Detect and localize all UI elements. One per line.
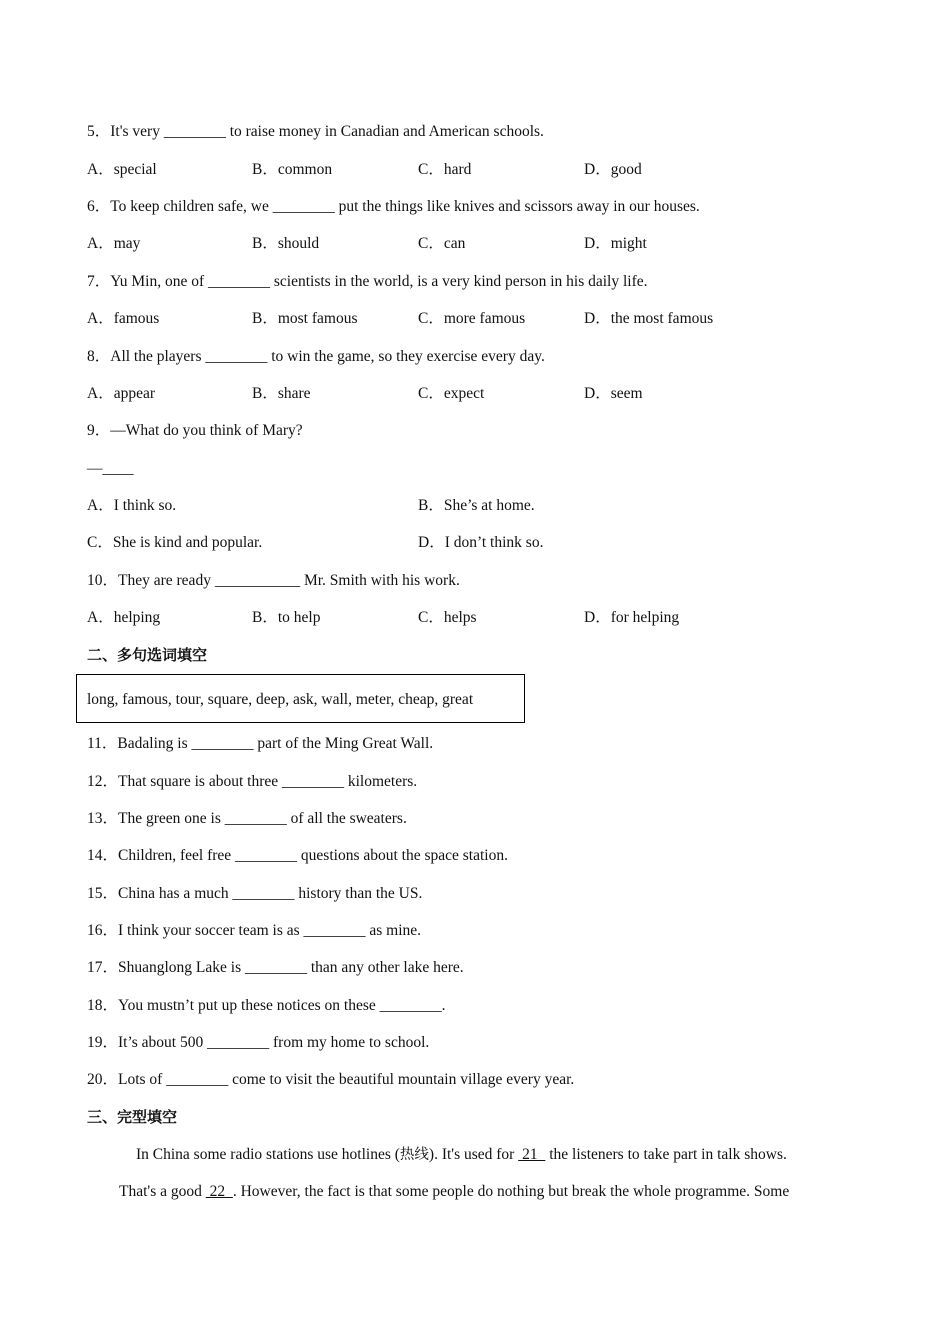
question-9-option-d: D．I don’t think so. — [418, 534, 544, 551]
question-7-stem: 7．Yu Min, one of ________ scientists in the world, is a very kind person in his daily life. — [87, 273, 648, 290]
question-8-option-b: B．share — [252, 385, 311, 402]
cloze-text: ). It's used for — [428, 1146, 519, 1163]
fill-item-19: 19．It’s about 500 ________ from my home to school. — [87, 1034, 430, 1051]
fill-item-17: 17．Shuanglong Lake is ________ than any other lake here. — [87, 959, 464, 976]
question-8-option-a: A．appear — [87, 385, 155, 402]
question-6-stem: 6．To keep children safe, we ________ put the things like knives and scissors away in our houses. — [87, 198, 700, 215]
fill-item-12: 12．That square is about three ________ kilometers. — [87, 773, 418, 790]
fill-item-15: 15．China has a much ________ history than the US. — [87, 885, 423, 902]
question-5-option-c: C．hard — [418, 161, 472, 178]
word-bank-box — [76, 674, 525, 723]
question-7-option-d: D．the most famous — [584, 310, 714, 327]
question-5-option-a: A．special — [87, 161, 157, 178]
question-9-option-c: C．She is kind and popular. — [87, 534, 263, 551]
question-7-option-b: B．most famous — [252, 310, 358, 327]
question-6-option-d: D．might — [584, 235, 647, 252]
question-7-option-c: C．more famous — [418, 310, 526, 327]
question-8-option-c: C．expect — [418, 385, 485, 402]
fill-item-14: 14．Children, feel free ________ questions about the space station. — [87, 847, 508, 864]
question-9-option-a: A．I think so. — [87, 497, 177, 514]
question-10-stem: 10．They are ready ___________ Mr. Smith with his work. — [87, 572, 460, 589]
cloze-chinese-gloss: 热线 — [399, 1147, 429, 1163]
question-10-option-c: C．helps — [418, 609, 477, 626]
question-8-stem: 8．All the players ________ to win the game, so they exercise every day. — [87, 348, 545, 365]
cloze-text: In China some radio stations use hotlines ( — [136, 1146, 400, 1163]
question-9-reply: —____ — [87, 460, 134, 477]
cloze-text: . However, the fact is that some people do nothing but break the whole programme. Some — [232, 1183, 790, 1200]
question-10-option-a: A．helping — [87, 609, 161, 626]
section-3-heading: 三、完型填空 — [87, 1108, 178, 1126]
question-10-option-b: B．to help — [252, 609, 321, 626]
fill-item-11: 11．Badaling is ________ part of the Ming Great Wall. — [87, 735, 434, 752]
question-10-option-d: D．for helping — [584, 609, 680, 626]
word-bank-text: long, famous, tour, square, deep, ask, wall, meter, cheap, great — [87, 691, 474, 708]
cloze-text: the listeners to take part in talk shows. — [545, 1146, 787, 1163]
section-2-heading: 二、多句选词填空 — [87, 646, 208, 664]
cloze-blank-21: 21 — [518, 1146, 546, 1163]
question-5-option-d: D．good — [584, 161, 642, 178]
question-9-stem: 9．—What do you think of Mary? — [87, 422, 303, 439]
question-6-option-a: A．may — [87, 235, 141, 252]
cloze-text: That's a good — [119, 1183, 206, 1200]
fill-item-20: 20．Lots of ________ come to visit the beautiful mountain village every year. — [87, 1071, 575, 1088]
fill-item-13: 13．The green one is ________ of all the sweaters. — [87, 810, 407, 827]
cloze-paragraph-line-2 — [119, 1182, 789, 1202]
cloze-paragraph-line-1 — [136, 1145, 787, 1165]
question-8-option-d: D．seem — [584, 385, 643, 402]
fill-item-18: 18．You mustn’t put up these notices on these ________. — [87, 997, 446, 1014]
question-9-option-b: B．She’s at home. — [418, 497, 535, 514]
fill-item-16: 16．I think your soccer team is as ________ as mine. — [87, 922, 422, 939]
question-5-stem: 5．It's very ________ to raise money in Canadian and American schools. — [87, 123, 544, 140]
question-5-option-b: B．common — [252, 161, 333, 178]
question-7-option-a: A．famous — [87, 310, 160, 327]
cloze-blank-22: 22 — [205, 1183, 233, 1200]
question-6-option-b: B．should — [252, 235, 320, 252]
question-6-option-c: C．can — [418, 235, 466, 252]
